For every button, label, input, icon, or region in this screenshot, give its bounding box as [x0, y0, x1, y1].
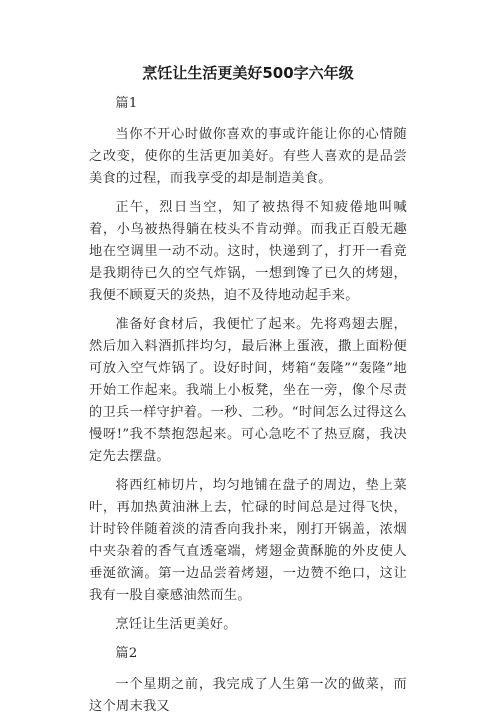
document-title: 烹饪让生活更美好500字六年级: [142, 64, 354, 82]
paragraph: 正午，烈日当空，知了被热得不知疲倦地叫喊着，小鸟被热得躺在枝头不肯动弹。而我正百般无趣地在空调里一动不动。这时，快递到了，打开一看竟是我期待已久的空气炸锅，一想到馋了已久的烤翅，我便不顾夏天的炎热，迫不及待地动起手来。: [89, 200, 407, 303]
paragraph: 将西红柿切片，均匀地铺在盘子的周边，垫上菜叶，再加热黄油淋上去，忙碌的时间总是过得飞快，计时铃伴随着淡的清香向我扑来，刚打开锅盖，浓烟中夹杂着的香气直透毫端，烤翅金黄酥脆的外皮使人垂涎欲滴。第一边品尝着烤翅，一边赞不绝口，这让我有一股自豪感油然而生。: [89, 478, 407, 603]
paragraph: 一个星期之前，我完成了人生第一次的做菜，而这个周末我又: [89, 677, 407, 714]
document-body: [89, 93, 407, 725]
paragraph: 当你不开心时做你喜欢的事或许能让你的心情随之改变，使你的生活更加美好。有些人喜欢的是品尝美食的过程，而我享受的却是制造美食。: [89, 127, 407, 186]
paragraph: 准备好食材后，我便忙了起来。先将鸡翅去腥，然后加入料酒抓拌均匀，最后淋上蛋液，撒上面粉便可放入空气炸锅了。设好时间，烤箱“轰隆”“轰隆”地开始工作起来。我端上小板凳，坐在一旁，像个尽责的卫兵一样守护着。一秒、二秒。“时间怎么过得这么慢呀!”我不禁抱怨起来。可心急吃不了热豆腐，我决定先去摆盘。: [89, 317, 407, 464]
paragraph: 烹饪让生活更美好。: [115, 617, 237, 632]
section-heading-2: 篇2: [115, 646, 138, 661]
section-heading-1: 篇1: [115, 96, 138, 111]
